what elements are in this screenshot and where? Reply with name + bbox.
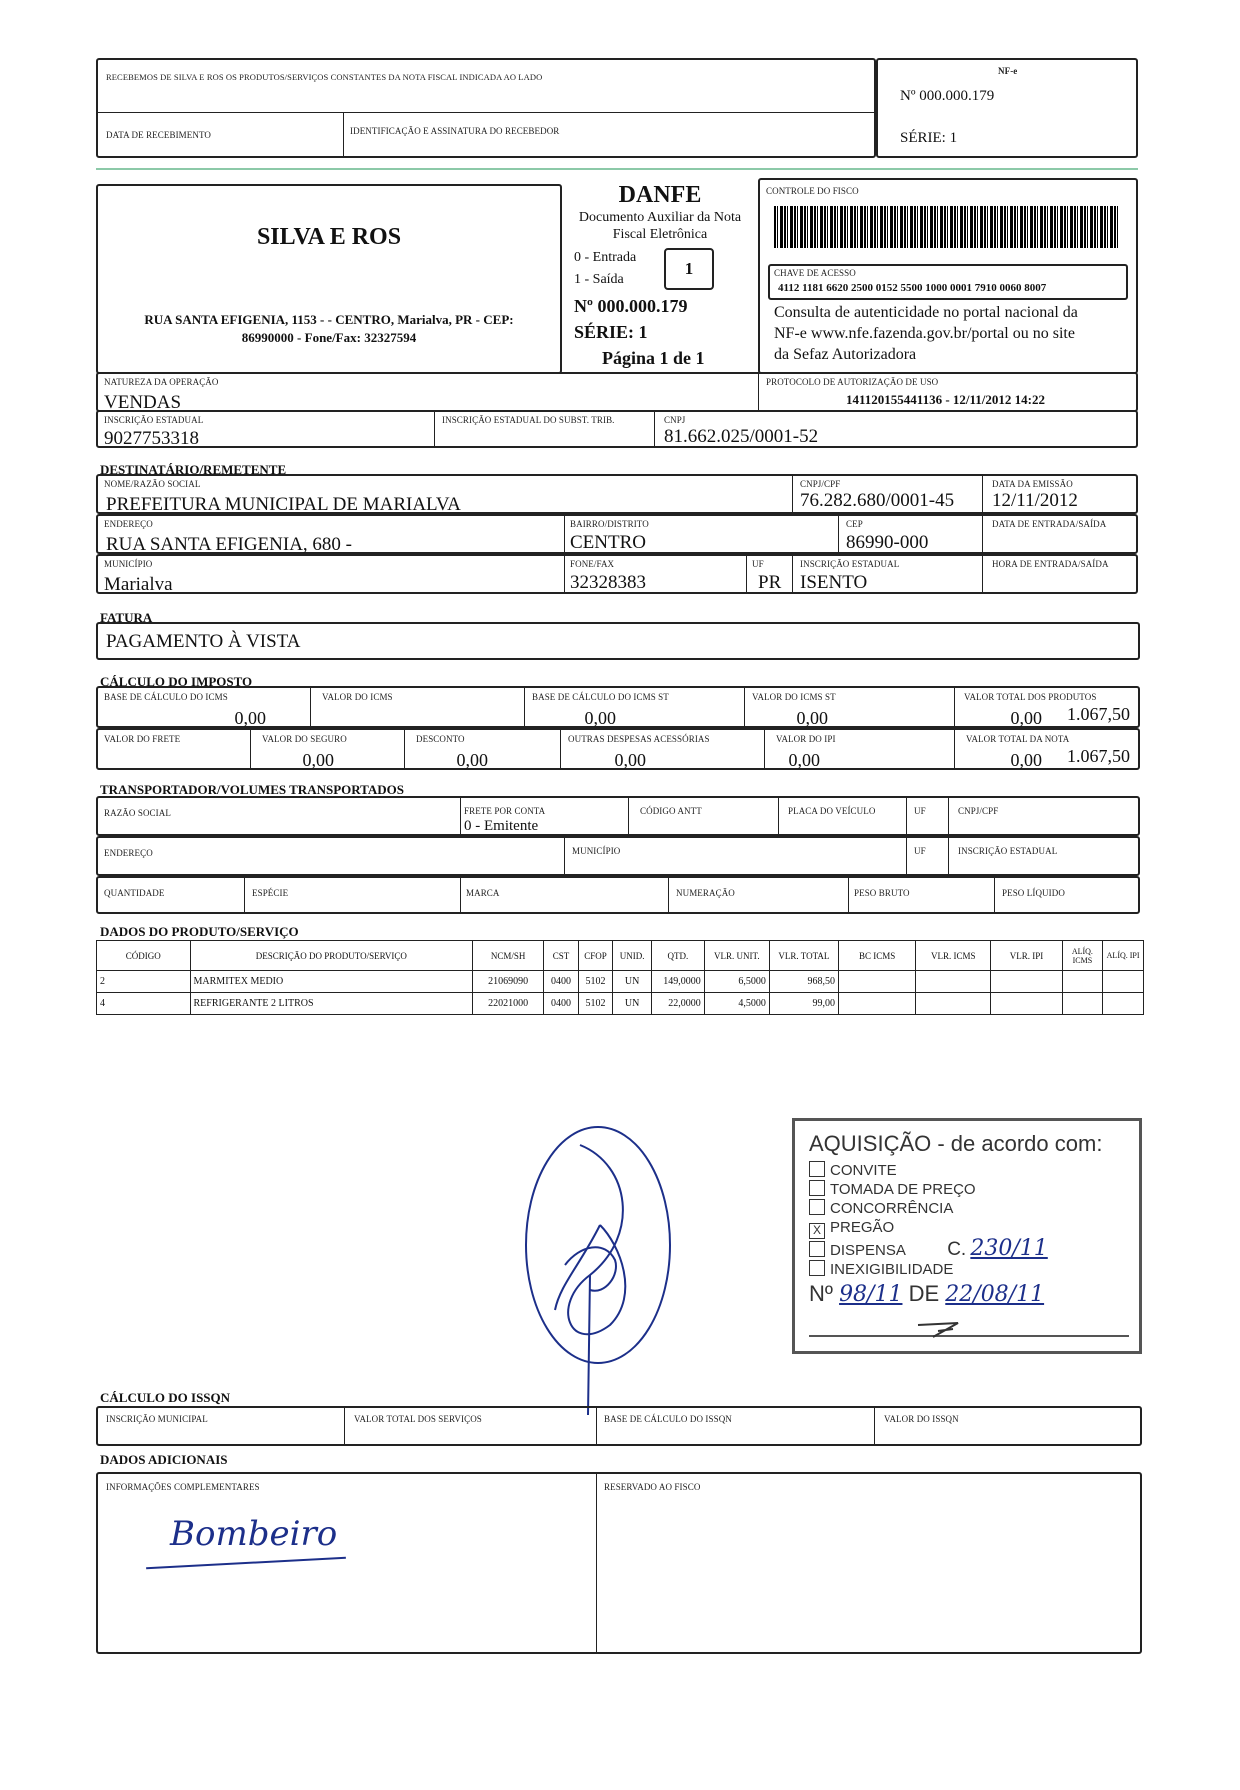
consult-line2: NF-e www.nfe.fazenda.gov.br/portal ou no site bbox=[774, 325, 1075, 342]
cell-code: 2 bbox=[97, 971, 191, 993]
recipient-ie-label: INSCRIÇÃO ESTADUAL bbox=[800, 559, 900, 569]
recipient-cnpj-label: CNPJ/CPF bbox=[800, 479, 841, 489]
table-row bbox=[97, 971, 1144, 993]
uf-label: UF bbox=[752, 559, 764, 569]
acquisition-stamp bbox=[792, 1118, 1142, 1354]
cell-ncm: 22021000 bbox=[473, 993, 544, 1015]
cell-ipi bbox=[991, 971, 1062, 993]
nature-row bbox=[96, 372, 1138, 412]
emitter-address: RUA SANTA EFIGENIA, 1153 - - CENTRO, Marialva, PR - CEP: bbox=[144, 312, 514, 327]
option-label: CONCORRÊNCIA bbox=[830, 1200, 954, 1217]
ie-label: INSCRIÇÃO ESTADUAL bbox=[104, 415, 204, 425]
option-inexigibilidade bbox=[809, 1260, 1048, 1279]
option-label: CONVITE bbox=[830, 1162, 897, 1179]
option-dispensa bbox=[809, 1236, 1048, 1261]
checkbox-icon bbox=[809, 1180, 825, 1196]
transport-row1 bbox=[96, 796, 1140, 836]
emission-value: 12/11/2012 bbox=[992, 490, 1078, 511]
danfe-page: Página 1 de 1 bbox=[602, 348, 705, 368]
access-key-box bbox=[768, 264, 1128, 300]
emitter-box bbox=[96, 184, 562, 374]
stamp-options bbox=[809, 1161, 1048, 1279]
option-label: INEXIGIBILIDADE bbox=[830, 1261, 954, 1278]
c-value: 230/11 bbox=[970, 1236, 1048, 1261]
no-label: Nº bbox=[809, 1281, 833, 1306]
emitter-address2: 86990000 - Fone/Fax: 32327594 bbox=[241, 330, 417, 345]
products-total-value: 1.067,50 bbox=[1067, 704, 1130, 724]
bc-icms-value: 0,00 bbox=[234, 708, 266, 728]
recipient-section: DESTINATÁRIO/REMETENTE bbox=[100, 462, 287, 477]
cell-aliq-icms bbox=[1062, 993, 1103, 1015]
brand-label: MARCA bbox=[466, 888, 500, 898]
stamp-number-line bbox=[809, 1281, 1044, 1307]
issqn-value-label: VALOR DO ISSQN bbox=[884, 1414, 959, 1424]
stamp-title: AQUISIÇÃO - de acordo com: bbox=[809, 1131, 1103, 1156]
danfe-series: SÉRIE: 1 bbox=[574, 322, 648, 342]
checkbox-icon bbox=[809, 1199, 825, 1215]
cell-unit-price: 6,5000 bbox=[704, 971, 769, 993]
barcode-graphic bbox=[774, 206, 1120, 248]
discount-label: DESCONTO bbox=[416, 734, 465, 744]
cell-aliq-icms bbox=[1062, 971, 1103, 993]
freight-value: 0,00 bbox=[302, 750, 334, 770]
invoice-value: PAGAMENTO À VISTA bbox=[106, 631, 301, 652]
receipt-statement: RECEBEMOS DE SILVA E ROS OS PRODUTOS/SERVIÇOS CONSTANTES DA NOTA FISCAL INDICADA AO LADO bbox=[106, 72, 543, 82]
recipient-name-label: NOME/RAZÃO SOCIAL bbox=[104, 479, 201, 489]
c-label: C. bbox=[947, 1239, 967, 1260]
tax-row1 bbox=[96, 686, 1140, 728]
insurance-label: VALOR DO SEGURO bbox=[262, 734, 347, 744]
transport-uf-label: UF bbox=[914, 806, 926, 816]
invoice-section: FATURA bbox=[100, 610, 153, 625]
recipient-row3 bbox=[96, 554, 1138, 594]
recipient-row1 bbox=[96, 474, 1138, 514]
additional-section: DADOS ADICIONAIS bbox=[100, 1452, 228, 1467]
cell-aliq-ipi bbox=[1103, 971, 1144, 993]
cell-unit: UN bbox=[613, 971, 652, 993]
net-label: PESO LÍQUIDO bbox=[1002, 888, 1065, 898]
checked-checkbox-icon: X bbox=[809, 1223, 825, 1239]
cell-cst: 0400 bbox=[544, 993, 579, 1015]
issqn-base-label: BASE DE CÁLCULO DO ISSQN bbox=[604, 1414, 732, 1424]
receipt-nfe-box bbox=[876, 58, 1138, 158]
icms-label: VALOR DO ICMS bbox=[322, 692, 393, 702]
district-value: CENTRO bbox=[570, 532, 646, 553]
products-section: DADOS DO PRODUTO/SERVIÇO bbox=[100, 924, 299, 939]
cell-cfop: 5102 bbox=[578, 993, 613, 1015]
uf-value: PR bbox=[758, 572, 782, 593]
recipient-cnpj: 76.282.680/0001-45 bbox=[800, 490, 955, 511]
discount-value: 0,00 bbox=[614, 750, 646, 770]
ipi-value: 0,00 bbox=[1010, 750, 1042, 770]
transport-address-label: ENDEREÇO bbox=[104, 848, 153, 858]
access-key-label: CHAVE DE ACESSO bbox=[774, 268, 856, 278]
products-table bbox=[96, 940, 1144, 1015]
cell-description: REFRIGERANTE 2 LITROS bbox=[190, 993, 473, 1015]
receipt-series: SÉRIE: 1 bbox=[900, 130, 958, 146]
danfe-title: DANFE bbox=[618, 182, 702, 208]
insurance-value: 0,00 bbox=[456, 750, 488, 770]
de-value: 22/08/11 bbox=[945, 1282, 1045, 1307]
phone-value: 32328383 bbox=[570, 572, 646, 593]
col-header: VLR. UNIT. bbox=[704, 941, 769, 971]
invoice-box bbox=[96, 622, 1140, 660]
inout-label: DATA DE ENTRADA/SAÍDA bbox=[992, 519, 1107, 529]
gross-label: PESO BRUTO bbox=[854, 888, 910, 898]
col-header: VLR. ICMS bbox=[916, 941, 991, 971]
checkbox-icon bbox=[809, 1260, 825, 1276]
table-row bbox=[97, 993, 1144, 1015]
stamp-initials bbox=[913, 1317, 973, 1341]
municipal-label: INSCRIÇÃO MUNICIPAL bbox=[106, 1414, 208, 1424]
nature-value: VENDAS bbox=[104, 392, 182, 413]
note-total-label: VALOR TOTAL DA NOTA bbox=[966, 734, 1070, 744]
ie-row bbox=[96, 410, 1138, 448]
transport-row2 bbox=[96, 836, 1140, 876]
option-tomada bbox=[809, 1180, 1048, 1199]
transport-ie-label: INSCRIÇÃO ESTADUAL bbox=[958, 846, 1058, 856]
cell-ncm: 21069090 bbox=[473, 971, 544, 993]
hour-label: HORA DE ENTRADA/SAÍDA bbox=[992, 559, 1109, 569]
protocol-label: PROTOCOLO DE AUTORIZAÇÃO DE USO bbox=[766, 377, 939, 387]
option-label: PREGÃO bbox=[830, 1219, 895, 1236]
cell-unit-price: 4,5000 bbox=[704, 993, 769, 1015]
recipient-ie: ISENTO bbox=[800, 572, 868, 593]
cell-total: 99,00 bbox=[769, 993, 838, 1015]
cell-description: MARMITEX MEDIO bbox=[190, 971, 473, 993]
cell-total: 968,50 bbox=[769, 971, 838, 993]
danfe-number: Nº 000.000.179 bbox=[574, 296, 688, 316]
address-label: ENDEREÇO bbox=[104, 519, 153, 529]
info-label: INFORMAÇÕES COMPLEMENTARES bbox=[106, 1482, 260, 1492]
consult-line3: da Sefaz Autorizadora bbox=[774, 346, 917, 363]
cnpj-label: CNPJ bbox=[664, 415, 686, 425]
receipt-date-label: DATA DE RECEBIMENTO bbox=[106, 130, 212, 140]
cell-cfop: 5102 bbox=[578, 971, 613, 993]
cell-code: 4 bbox=[97, 993, 191, 1015]
col-header: ALÍQ. ICMS bbox=[1062, 941, 1103, 971]
cep-value: 86990-000 bbox=[846, 532, 929, 553]
col-header: VLR. TOTAL bbox=[769, 941, 838, 971]
icms-value: 0,00 bbox=[584, 708, 616, 728]
option-label: DISPENSA bbox=[830, 1242, 906, 1259]
col-header: BC ICMS bbox=[838, 941, 915, 971]
cut-line bbox=[96, 168, 1138, 170]
transport-city-label: MUNICÍPIO bbox=[572, 846, 621, 856]
reserved-label: RESERVADO AO FISCO bbox=[604, 1482, 701, 1492]
fiscal-box bbox=[758, 178, 1138, 374]
other-label: OUTRAS DESPESAS ACESSÓRIAS bbox=[568, 734, 710, 744]
option-convite bbox=[809, 1161, 1048, 1180]
ie-value: 9027753318 bbox=[104, 428, 199, 449]
no-value: 98/11 bbox=[839, 1282, 903, 1307]
option-label: TOMADA DE PREÇO bbox=[830, 1181, 976, 1198]
handwritten-note: Bombeiro bbox=[170, 1514, 338, 1554]
danfe-subtitle2: Fiscal Eletrônica bbox=[612, 227, 708, 242]
danfe-subtitle1: Documento Auxiliar da Nota bbox=[578, 210, 742, 225]
transport-cnpj-label: CNPJ/CPF bbox=[958, 806, 999, 816]
danfe-type-box bbox=[664, 248, 714, 290]
cell-bc-icms bbox=[838, 993, 915, 1015]
col-header: VLR. IPI bbox=[991, 941, 1062, 971]
company-label: RAZÃO SOCIAL bbox=[104, 808, 171, 818]
address-value: RUA SANTA EFIGENIA, 680 - bbox=[106, 534, 353, 555]
freight-by-value: 0 - Emitente bbox=[464, 818, 539, 834]
plate-label: PLACA DO VEÍCULO bbox=[788, 806, 876, 816]
cep-label: CEP bbox=[846, 519, 863, 529]
danfe-exit: 1 - Saída bbox=[574, 272, 624, 287]
control-label: CONTROLE DO FISCO bbox=[766, 186, 859, 196]
option-concorrencia bbox=[809, 1199, 1048, 1218]
emission-label: DATA DA EMISSÃO bbox=[992, 479, 1073, 489]
city-label: MUNICÍPIO bbox=[104, 559, 153, 569]
col-header: NCM/SH bbox=[473, 941, 544, 971]
receipt-id-label: IDENTIFICAÇÃO E ASSINATURA DO RECEBEDOR bbox=[350, 126, 560, 136]
checkbox-icon bbox=[809, 1241, 825, 1257]
danfe-block bbox=[562, 180, 758, 374]
recipient-row2 bbox=[96, 514, 1138, 554]
freight-by-label: FRETE POR CONTA bbox=[464, 806, 546, 816]
freight-label: VALOR DO FRETE bbox=[104, 734, 181, 744]
note-total-value: 1.067,50 bbox=[1067, 746, 1130, 766]
products-total-label: VALOR TOTAL DOS PRODUTOS bbox=[964, 692, 1097, 702]
col-header: UNID. bbox=[613, 941, 652, 971]
transport-row3 bbox=[96, 876, 1140, 914]
cell-qty: 149,0000 bbox=[651, 971, 704, 993]
cell-cst: 0400 bbox=[544, 971, 579, 993]
icms-st-value: 0,00 bbox=[1010, 708, 1042, 728]
ipi-label: VALOR DO IPI bbox=[776, 734, 836, 744]
col-header: CFOP bbox=[578, 941, 613, 971]
transport-section: TRANSPORTADOR/VOLUMES TRANSPORTADOS bbox=[100, 782, 405, 797]
cell-aliq-ipi bbox=[1103, 993, 1144, 1015]
danfe-type-value: 1 bbox=[684, 259, 694, 278]
cell-unit: UN bbox=[613, 993, 652, 1015]
col-header: CST bbox=[544, 941, 579, 971]
city-value: Marialva bbox=[104, 574, 173, 595]
nfe-label: NF-e bbox=[998, 66, 1018, 76]
cell-ipi bbox=[991, 993, 1062, 1015]
cell-icms bbox=[916, 993, 991, 1015]
issqn-section: CÁLCULO DO ISSQN bbox=[100, 1390, 231, 1405]
bc-st-label: BASE DE CÁLCULO DO ICMS ST bbox=[532, 692, 669, 702]
kind-label: ESPÉCIE bbox=[252, 888, 289, 898]
receipt-stub bbox=[96, 58, 876, 158]
ie-st-label: INSCRIÇÃO ESTADUAL DO SUBST. TRIB. bbox=[442, 415, 615, 425]
cell-icms bbox=[916, 971, 991, 993]
recipient-name: PREFEITURA MUNICIPAL DE MARIALVA bbox=[106, 494, 461, 515]
protocol-value: 141120155441136 - 12/11/2012 14:22 bbox=[846, 392, 1045, 407]
other-value: 0,00 bbox=[788, 750, 820, 770]
transport-uf2-label: UF bbox=[914, 846, 926, 856]
tax-section: CÁLCULO DO IMPOSTO bbox=[100, 674, 253, 689]
phone-label: FONE/FAX bbox=[570, 559, 615, 569]
qty-label: QUANTIDADE bbox=[104, 888, 165, 898]
col-header: CÓDIGO bbox=[97, 941, 191, 971]
col-header: ALÍQ. IPI bbox=[1103, 941, 1144, 971]
tax-row2 bbox=[96, 728, 1140, 770]
receipt-number: Nº 000.000.179 bbox=[900, 88, 995, 104]
additional-box bbox=[96, 1472, 1142, 1654]
cnpj-value: 81.662.025/0001-52 bbox=[664, 426, 819, 447]
icms-st-label: VALOR DO ICMS ST bbox=[752, 692, 836, 702]
danfe-entry: 0 - Entrada bbox=[574, 250, 637, 265]
col-header: DESCRIÇÃO DO PRODUTO/SERVIÇO bbox=[190, 941, 473, 971]
services-label: VALOR TOTAL DOS SERVIÇOS bbox=[354, 1414, 482, 1424]
nature-label: NATUREZA DA OPERAÇÃO bbox=[104, 377, 219, 387]
de-label: DE bbox=[908, 1281, 940, 1306]
products-header-row bbox=[97, 941, 1144, 971]
emitter-name: SILVA E ROS bbox=[256, 224, 402, 250]
handwritten-underline bbox=[146, 1557, 346, 1569]
district-label: BAIRRO/DISTRITO bbox=[570, 519, 649, 529]
col-header: QTD. bbox=[651, 941, 704, 971]
numbering-label: NUMERAÇÃO bbox=[676, 888, 735, 898]
cell-bc-icms bbox=[838, 971, 915, 993]
bc-st-value: 0,00 bbox=[796, 708, 828, 728]
checkbox-icon bbox=[809, 1161, 825, 1177]
antt-label: CÓDIGO ANTT bbox=[640, 806, 702, 816]
signature-graphic bbox=[510, 1125, 690, 1415]
bc-icms-label: BASE DE CÁLCULO DO ICMS bbox=[104, 692, 228, 702]
cell-qty: 22,0000 bbox=[651, 993, 704, 1015]
issqn-row bbox=[96, 1406, 1142, 1446]
access-key: 4112 1181 6620 2500 0152 5500 1000 0001 7910 0060 8007 bbox=[778, 282, 1047, 294]
consult-line1: Consulta de autenticidade no portal nacional da bbox=[774, 304, 1078, 321]
